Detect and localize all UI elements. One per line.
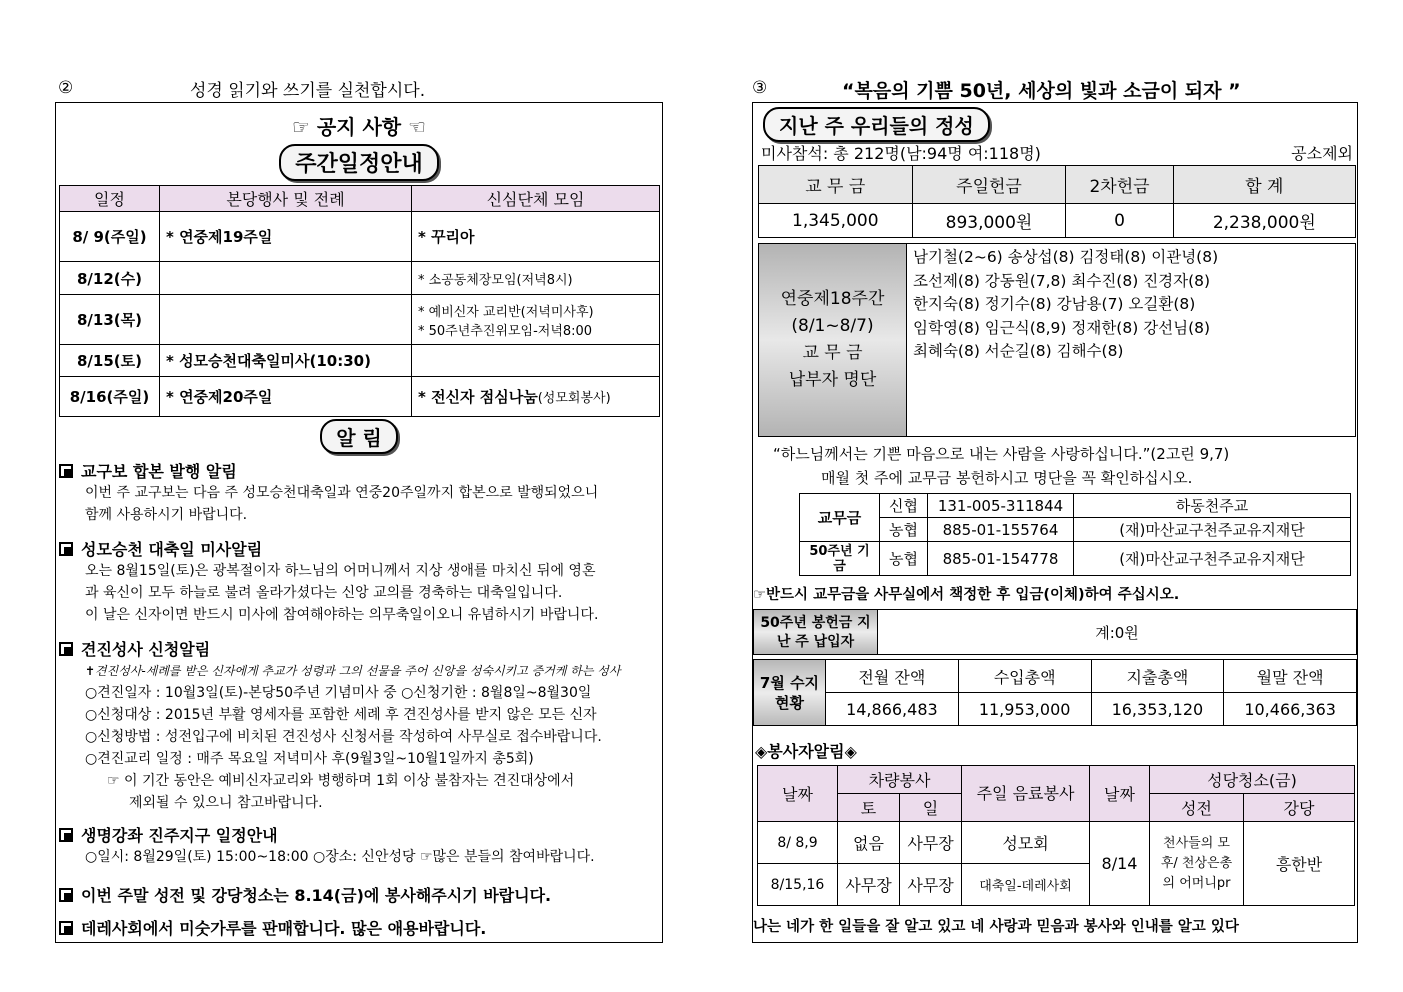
notice-merged-issue [59,459,659,526]
section-text: ✝견진성사-세례를 받은 신자에게 추교가 성령과 그의 선물을 주어 신앙을 성숙시키고 증거케 하는 성사 [85,664,621,678]
donor-list [758,243,1356,437]
square-bullet-icon [59,464,73,478]
volunteer-drink: 대축일-데레사회 [962,864,1090,906]
table-row [754,660,1357,693]
account-holder: (재)마산교구천주교유지재단 [1074,542,1351,576]
offering-header: 주일헌금 [912,166,1066,204]
offering-title: 지난 주 우리들의 정성 [763,107,990,142]
left-page [55,102,663,943]
notice-confirmation [59,637,659,814]
finance-value: 16,353,120 [1091,693,1224,726]
offering-header: 2차헌금 [1066,166,1173,204]
page-number-left: ② [58,78,74,98]
donor-label-line: (8/1~8/7) [791,316,874,336]
finance-value: 11,953,000 [958,693,1091,726]
volunteer-header: 강당 [1244,794,1355,822]
volunteer-header: 일 [900,794,962,822]
fund-value: 계:0원 [1095,623,1139,642]
notice-assumption-mass [59,537,659,626]
schedule-group-main: * 전신자 점심나눔 [418,388,538,406]
section-title: 데레사회에서 미숫가루를 판매합니다. 많은 애용바랍니다. [81,919,487,938]
notice-title: ☞ 공지 사항 ☜ [291,115,427,139]
footer-verse: 나는 네가 한 일들을 잘 알고 있고 네 사랑과 믿음과 봉사와 인내를 알고 있다 [753,919,1239,935]
schedule-group-line: * 50주년추진위모임-저녁8:00 [418,323,593,339]
donor-line: 최혜숙(8) 서순길(8) 김해수(8) [913,342,1124,360]
section-title: 성모승천 대축일 미사알림 [81,540,263,559]
table-row [60,345,660,377]
finance-header: 지출총액 [1091,660,1224,693]
finance-label: 7월 수지현황 [754,660,826,726]
offering-value: 0 [1066,204,1173,238]
quote-note: 매월 첫 주에 교무금 봉헌하시고 명단을 꼭 확인하십시오. [821,469,1193,487]
finance-value: 14,866,483 [826,693,959,726]
volunteer-header: 성전 [1150,794,1244,822]
donor-label-line: 교 무 금 [802,343,863,363]
finance-header: 수입총액 [958,660,1091,693]
volunteer-header: 차량봉사 [838,766,962,794]
account-bank: 농협 [880,518,928,542]
offering-value: 893,000원 [912,204,1066,238]
page-number-right: ③ [752,78,768,98]
square-bullet-icon [59,888,73,902]
schedule-title: 주간일정안내 [279,144,439,181]
schedule-group [412,345,660,377]
volunteer-header: 토 [838,794,900,822]
section-text: ○견진일자 : 10월3일(토)-본당50주년 기념미사 중 ○신청기한 : 8월8일~8월30일 [85,685,592,701]
schedule-table [59,185,660,417]
schedule-group [412,295,660,345]
volunteer-sun: 사무장 [900,864,962,906]
finance-table [753,659,1357,726]
notice-sale [59,916,659,939]
table-row [60,377,660,417]
offering-value: 1,345,000 [759,204,913,238]
account-number: 885-01-154778 [928,542,1074,576]
table-row [758,822,1355,864]
deposit-note: ☞반드시 교무금을 사무실에서 책정한 후 입금(이체)하여 주십시오. [753,587,1180,603]
account-number: 131-005-311844 [928,494,1074,518]
section-text: 제외될 수 있으니 참고바랍니다. [129,795,323,811]
schedule-group-suffix: (성모회봉사) [537,391,611,406]
schedule-group-line: * 예비신자 교리반(저녁미사후) [418,304,594,320]
offering-value: 2,238,000원 [1173,204,1355,238]
volunteer-sanctuary: 천사들의 모후/ 천상은총의 어머니pr [1150,822,1244,906]
table-row [759,204,1356,238]
section-text: 이번 주 교구보는 다음 주 성모승천대축일과 연중20주일까지 합본으로 발행되었으니 [85,485,599,501]
section-text: ○신청방법 : 성전입구에 비치된 견진성사 신청서를 작성하여 사무실로 접수바랍니다. [85,729,602,745]
volunteer-date: 8/15,16 [758,864,838,906]
section-title: 교구보 합본 발행 알림 [81,462,237,481]
table-row [60,262,660,295]
attendance-note: 공소제외 [1291,144,1353,163]
volunteer-drink: 성모회 [962,822,1090,864]
schedule-parish [160,262,412,295]
table-row [754,693,1357,726]
section-text: ○견진교리 일정 : 매주 목요일 저녁미사 후(9월3일~10월1일까지 총5회) [85,751,534,767]
account-holder: (재)마산교구천주교유지재단 [1074,518,1351,542]
schedule-parish: * 연중제19주일 [160,212,412,262]
attendance: 미사참석: 총 212명(남:94명 여:118명) [761,144,1041,163]
offering-table [758,165,1356,238]
volunteer-table [757,765,1355,906]
right-header: “복음의 기쁨 50년, 세상의 빛과 소금이 되자 ” [842,80,1241,102]
schedule-group: * 소공동체장모임(저녁8시) [412,262,660,295]
schedule-date: 8/12(수) [60,262,160,295]
square-bullet-icon [59,542,73,556]
section-title: 생명강좌 진주지구 일정안내 [81,826,278,845]
notice-cleaning [59,883,659,906]
section-text: 이 날은 신자이면 반드시 미사에 참여해야하는 의무축일이오니 유념하시기 바랍니다. [85,607,599,623]
table-row [758,766,1355,794]
section-text: 함께 사용하시기 바랍니다. [85,507,248,523]
square-bullet-icon [59,828,73,842]
schedule-parish [160,295,412,345]
account-holder: 하동천주교 [1074,494,1351,518]
volunteer-clean-date: 8/14 [1090,822,1150,906]
section-text: 과 육신이 모두 하늘로 불려 올라가셨다는 신앙 교의를 경축하는 대축일입니다. [85,585,563,601]
volunteer-sat: 없음 [838,822,900,864]
finance-header: 전월 잔액 [826,660,959,693]
donor-line: 조선제(8) 강동원(7,8) 최수진(8) 진경자(8) [913,271,1211,290]
table-row [60,212,660,262]
schedule-date: 8/ 9(주일) [60,212,160,262]
section-text: ○신청대상 : 2015년 부활 영세자를 포함한 세례 후 견진성사를 받지 않은 모든 신자 [85,707,597,723]
section-text: 오는 8월15일(토)은 광복절이자 하느님의 어머니께서 지상 생애를 마치신 뒤에 영혼 [85,563,596,579]
offering-header: 합 계 [1173,166,1355,204]
schedule-group: * 꾸리아 [412,212,660,262]
schedule-date: 8/13(목) [60,295,160,345]
volunteer-header: 날짜 [1090,766,1150,822]
volunteer-header: 주일 음료봉사 [962,766,1090,822]
schedule-parish: * 성모승천대축일미사(10:30) [160,345,412,377]
volunteer-hall: 흥한반 [1244,822,1355,906]
volunteer-title: ◈봉사자알림◈ [755,742,857,761]
section-text: ○일시: 8월29일(토) 15:00~18:00 ○장소: 신안성당 ☞많은 분들의 참여바랍니다. [85,849,595,865]
donor-line: 임학영(8) 임근식(8,9) 정재한(8) 강선님(8) [913,318,1211,337]
donor-names [907,244,1224,436]
fund-row [753,609,1357,655]
schedule-parish: * 연중제20주일 [160,377,412,417]
account-label: 교무금 [800,494,880,542]
finance-value: 10,466,363 [1224,693,1357,726]
account-label: 50주년 기금 [800,542,880,576]
alert-title: 알 림 [320,419,398,454]
donor-label-line: 납부자 명단 [788,370,877,390]
section-title: 견진성사 신청알림 [81,640,211,659]
finance-header: 월말 잔액 [1224,660,1357,693]
right-page [752,102,1358,943]
table-row [800,494,1351,518]
volunteer-header: 날짜 [758,766,838,822]
offering-header: 교 무 금 [759,166,913,204]
account-bank: 농협 [880,542,928,576]
schedule-date: 8/15(토) [60,345,160,377]
donor-label [759,244,907,436]
section-text: ☞ 이 기간 동안은 예비신자교리와 병행하며 1회 이상 불참자는 견진대상에서 [107,773,575,789]
volunteer-header: 성당청소(금) [1150,766,1355,794]
table-row [60,295,660,345]
account-table [799,493,1351,576]
schedule-header-parish: 본당행사 및 전례 [160,186,412,212]
schedule-date: 8/16(주일) [60,377,160,417]
schedule-header-date: 일정 [60,186,160,212]
square-bullet-icon [59,642,73,656]
notice-life-lecture [59,823,659,868]
fund-label: 50주년 봉헌금 지난 주 납입자 [754,610,878,654]
account-bank: 신협 [880,494,928,518]
square-bullet-icon [59,921,73,935]
volunteer-sat: 사무장 [838,864,900,906]
schedule-group [412,377,660,417]
table-row [800,518,1351,542]
quote: “하느님께서는 기쁜 마음으로 내는 사람을 사랑하십니다.”(2고린 9,7) [773,445,1230,463]
schedule-header-group: 신심단체 모임 [412,186,660,212]
table-row [800,542,1351,576]
volunteer-sun: 사무장 [900,822,962,864]
section-title: 이번 주말 성전 및 강당청소는 8.14(금)에 봉사해주시기 바랍니다. [81,886,552,905]
donor-label-line: 연중제18주간 [780,289,885,309]
account-number: 885-01-155764 [928,518,1074,542]
volunteer-date: 8/ 8,9 [758,822,838,864]
donor-line: 한지숙(8) 정기수(8) 강남용(7) 오길환(8) [913,295,1196,313]
left-header: 성경 읽기와 쓰기를 실천합시다. [190,81,426,101]
donor-line: 남기철(2~6) 송상섭(8) 김정태(8) 이관녕(8) [913,248,1219,266]
